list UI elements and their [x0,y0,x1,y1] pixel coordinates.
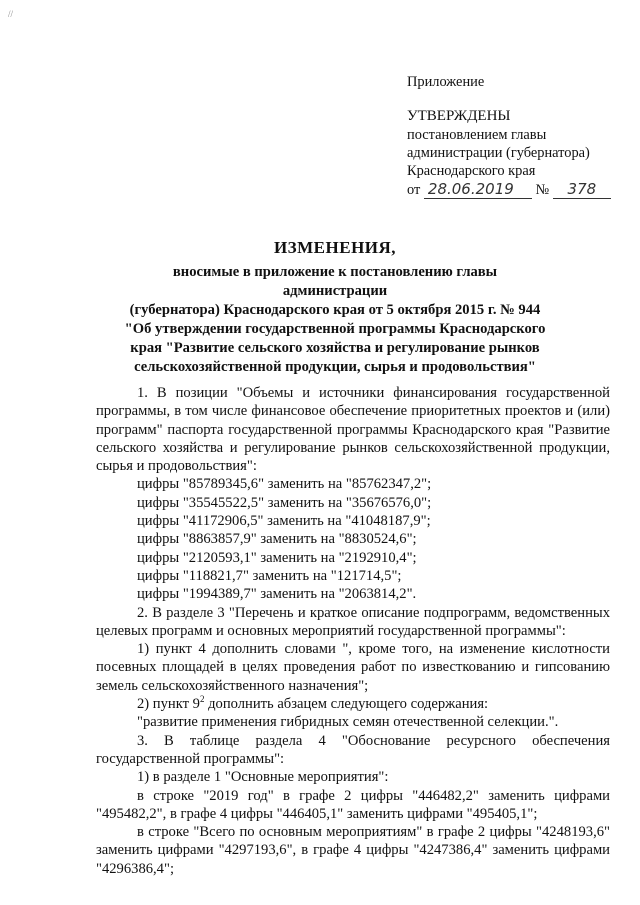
replacement-line: цифры "118821,7" заменить на "121714,5"; [137,567,402,584]
replacement-line: цифры "41172906,5" заменить на "41048187,9"; [137,513,431,530]
approval-block [407,73,611,199]
appendix-label: Приложение [407,74,485,90]
replacement-line: цифры "1994389,7" заменить на "2063814,2". [137,586,417,603]
paragraph-3-item-1: 1) в разделе 1 "Основные мероприятия": [137,769,389,786]
date-number-line [407,180,611,199]
paragraph-2-quote: "развитие применения гибридных семян отечественной селекции.". [137,714,559,731]
heading-line: (губернатора) Краснодарского края от 5 октября 2015 г. № 944 [129,302,541,318]
heading-line: "Об утверждении государственной программы Краснодарского [124,321,546,337]
paragraph-3-row-2019: в строке "2019 год" в графе 2 цифры "446482,2" заменить цифрами "495482,2", в графе 4 цифры "446405,1" заменить цифрами "495405,1"; [96,787,610,822]
approval-line: постановлением главы [407,127,547,143]
item-2-superscript: 2 [199,694,205,705]
approval-line: Краснодарского края [407,163,536,179]
paragraph-1: 1. В позиции "Объемы и источники финансирования государственной программы, в том числе финансовое обеспечение приоритетных проектов и (или) программ" паспорта государственной программы Краснодарского края "Развитие сельского хозяйства и регулирование рынков сельскохозяйственной продукции, сырья и продовольствия": [96,385,610,475]
item-2-end: дополнить абзацем следующего содержания: [204,696,489,713]
item-2-start: 2) пункт 9 [137,696,200,713]
handwritten-number: 378 [553,180,611,199]
handwritten-date: 28.06.2019 [424,180,532,199]
replacement-line: цифры "8863857,9" заменить на "8830524,6"; [137,531,417,548]
paragraph-3: 3. В таблице раздела 4 "Обоснование ресурсного обеспечения государственной программы": [96,732,610,767]
heading-title: ИЗМЕНЕНИЯ, [273,238,397,257]
date-prefix: от [407,182,421,198]
replacement-line: цифры "85789345,6" заменить на "85762347,2"; [137,476,432,493]
paragraph-3-row-total: в строке "Всего по основным мероприятиям" в графе 2 цифры "4248193,6" заменить цифрами "4297193,6", в графе 4 цифры "4247386,4" заменить цифрами "4296386,4"; [96,824,610,877]
approved-label: УТВЕРЖДЕНЫ [407,108,511,124]
heading-line: края "Развитие сельского хозяйства и регулирование рынков [130,340,540,356]
replacement-line: цифры "35545522,5" заменить на "35676576,0"; [137,494,432,511]
paragraph-2-item-1: 1) пункт 4 дополнить словами ", кроме того, на изменение кислотности посевных площадей в целях проведения работ по известкованию и гипсованию земель сельскохозяйственного назначения"; [96,641,610,694]
paragraph-2: 2. В разделе 3 "Перечень и краткое описание подпрограмм, ведомственных целевых программ и основных мероприятий государственной программы": [96,604,610,639]
document-heading [120,238,550,377]
heading-line: сельскохозяйственной продукции, сырья и продовольствия" [134,359,536,375]
approval-line: администрации (губернатора) [407,145,590,161]
replacement-line: цифры "2120593,1" заменить на "2192910,4"; [137,549,417,566]
number-sign: № [535,182,550,198]
heading-line: вносимые в приложение к постановлению главы администрации [172,264,498,299]
document-body [96,384,610,878]
paragraph-2-item-2 [96,695,610,713]
corner-mark: // [8,9,14,19]
